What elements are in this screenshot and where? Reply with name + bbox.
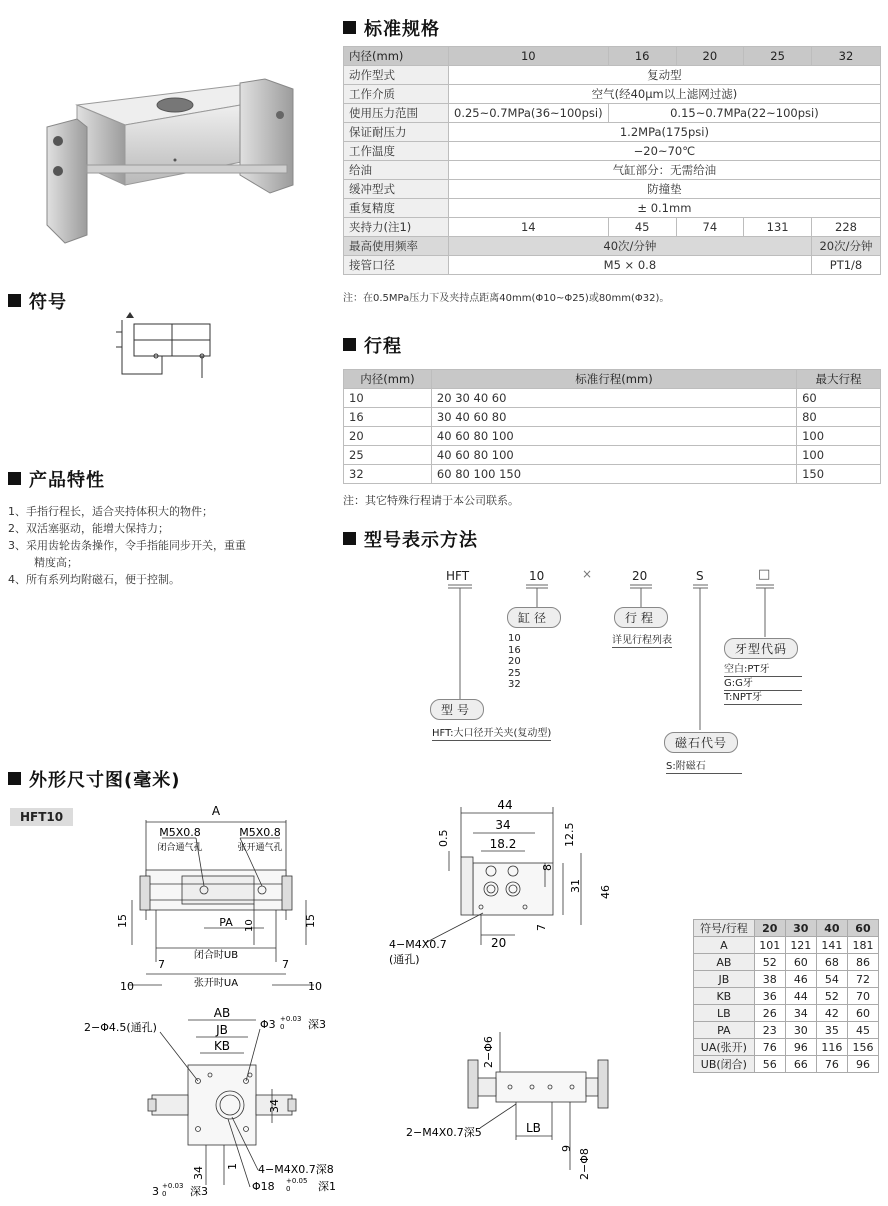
table-row: 10 20 30 40 60 60 xyxy=(344,389,881,408)
feature-item: 3、采用齿轮齿条操作，令手指能同步开关，重重 xyxy=(8,539,246,552)
table-row: 动作型式 复动型 xyxy=(344,66,881,85)
table-row: 工作介质 空气(经40μm以上滤网过滤) xyxy=(344,85,881,104)
dim-2phi6: 2−Φ6 xyxy=(482,1036,495,1068)
square-bullet-icon xyxy=(343,532,356,545)
dim-UB: 闭合时UB xyxy=(193,950,239,961)
dim-top-thread: 2−M4X0.7深5 xyxy=(406,1126,482,1139)
stroke-desc: 详见行程列表 xyxy=(612,631,672,648)
dim-KB: KB xyxy=(213,1039,231,1053)
dim-bore-tol: +0.05 xyxy=(286,1177,308,1185)
dim-port1: M5X0.8 xyxy=(159,826,201,839)
spec-table xyxy=(343,46,881,275)
bore-tag: 缸径 xyxy=(507,607,561,628)
dim-2phi8: 2−Φ8 xyxy=(578,1148,591,1180)
dim-31: 31 xyxy=(569,879,582,893)
dim-7: 7 xyxy=(535,924,548,931)
stroke-title: 行程 xyxy=(343,332,402,358)
dim-34-bottom: 34 xyxy=(192,1166,205,1180)
stroke-note: 注：其它特殊行程请于本公司联系。 xyxy=(343,494,519,507)
dim-port1-desc: 闭合通气孔 xyxy=(157,843,203,853)
dimensions-title: 外形尺寸图(毫米) xyxy=(8,766,180,792)
dim-8: 8 xyxy=(541,864,554,871)
square-bullet-icon xyxy=(8,472,21,485)
dim-LB: LB xyxy=(526,1121,541,1135)
dim-15-right: 15 xyxy=(304,914,317,928)
dim-pin-tol: +0.03 xyxy=(280,1015,302,1023)
table-row: UB(闭合) 56 66 76 96 xyxy=(694,1056,879,1073)
dim-bore-tol0: 0 xyxy=(286,1185,291,1193)
table-row: UA(张开) 76 96 116 156 xyxy=(694,1039,879,1056)
dim-pin2: 3 xyxy=(152,1185,159,1198)
feature-item: 1、手指行程长，适合夹持体积大的物件； xyxy=(8,505,213,518)
dim-1: 1 xyxy=(226,1163,239,1170)
dim-18-2: 18.2 xyxy=(489,837,517,851)
model-part-magnet: S xyxy=(696,569,704,583)
dim-15-left: 15 xyxy=(116,914,129,928)
square-bullet-icon xyxy=(343,338,356,351)
dim-port2-desc: 张开通气孔 xyxy=(237,843,283,853)
bottom-view-drawing xyxy=(80,1005,380,1205)
dim-port2: M5X0.8 xyxy=(239,826,281,839)
feature-item: 4、所有系列均附磁石，便于控制。 xyxy=(8,573,180,586)
model-title: 型号表示方法 xyxy=(343,526,478,552)
features-title: 产品特性 xyxy=(8,466,105,492)
dim-thread: 4−M4X0.7深8 xyxy=(258,1163,334,1176)
table-row: 16 30 40 60 80 80 xyxy=(344,408,881,427)
front-view-drawing xyxy=(100,800,340,1000)
table-header: 内径(mm) 10 16 20 25 32 xyxy=(344,47,881,66)
dim-A: A xyxy=(211,804,221,818)
spec-note: 注：在0.5MPa压力下及夹持点距离40mm(Φ10~Φ25)或80mm(Φ32)。 xyxy=(343,293,670,304)
square-bullet-icon xyxy=(8,294,21,307)
dim-side-thread: 4−M4X0.7 xyxy=(389,938,447,951)
table-row: 20 40 60 80 100 100 xyxy=(344,427,881,446)
dim-pin: Φ3 xyxy=(260,1018,276,1031)
table-row: 接管口径 M5 × 0.8 PT1/8 xyxy=(344,256,881,275)
dim-pin-tol0: 0 xyxy=(280,1023,285,1031)
top-view-drawing xyxy=(400,1020,630,1190)
dim-AB: AB xyxy=(213,1006,231,1020)
dim-34-right: 34 xyxy=(268,1099,281,1113)
dim-12-5: 12.5 xyxy=(563,822,576,847)
table-row: LB 26 34 42 60 xyxy=(694,1005,879,1022)
dim-10-right: 10 xyxy=(308,980,322,993)
dim-20: 20 xyxy=(491,936,507,950)
spec-title: 标准规格 xyxy=(343,15,440,41)
dim-bore-depth: 深1 xyxy=(318,1180,336,1193)
bore-values: 10 16 20 25 32 xyxy=(508,633,521,690)
dim-10-left: 10 xyxy=(120,980,134,993)
table-row: 25 40 60 80 100 100 xyxy=(344,446,881,465)
table-row: 使用压力范围 0.25~0.7MPa(36~100psi) 0.15~0.7MPa(22~100psi) xyxy=(344,104,881,123)
dim-UA: 张开时UA xyxy=(193,978,239,989)
table-row: 最高使用频率 40次/分钟 20次/分钟 xyxy=(344,237,881,256)
dim-pin-depth: 深3 xyxy=(308,1018,326,1031)
dim-side-thread-desc: (通孔) xyxy=(389,953,420,966)
dim-JB: JB xyxy=(216,1023,228,1037)
dim-0-5: 0.5 xyxy=(437,829,450,847)
product-image xyxy=(25,75,315,255)
dim-7-right: 7 xyxy=(282,958,289,971)
dim-pin2-tol0: 0 xyxy=(162,1190,167,1198)
thread-options: 空白:PT牙 G:G牙 T:NPT牙 xyxy=(724,663,802,705)
table-row: 32 60 80 100 150 150 xyxy=(344,465,881,484)
feature-item: 2、双活塞驱动，能增大保持力； xyxy=(8,522,169,535)
model-part-stroke: 20 xyxy=(632,569,648,583)
square-bullet-icon xyxy=(8,772,21,785)
dim-9: 9 xyxy=(560,1145,573,1152)
model-part-times: × xyxy=(582,567,593,581)
table-header: 内径(mm) 标准行程(mm) 最大行程 xyxy=(344,370,881,389)
dim-46: 46 xyxy=(599,885,612,899)
table-row: PA 23 30 35 45 xyxy=(694,1022,879,1039)
table-row: 给油 气缸部分：无需给油 xyxy=(344,161,881,180)
model-part-bore: 10 xyxy=(529,569,545,583)
magnet-desc: S:附磁石 xyxy=(666,757,742,774)
dim-pin2-tol: +0.03 xyxy=(162,1182,184,1190)
dim-pin2-depth: 深3 xyxy=(190,1185,208,1198)
table-row: 缓冲型式 防撞垫 xyxy=(344,180,881,199)
dim-bore: Φ18 xyxy=(252,1180,275,1193)
table-row: 夹持力(注1) 14 45 74 131 228 xyxy=(344,218,881,237)
thread-tag: 牙型代码 xyxy=(724,638,798,659)
type-desc: HFT:大口径开关夹(复动型) xyxy=(432,724,551,741)
dim-10-mid: 10 xyxy=(244,919,255,932)
table-header: 符号/行程 20 30 40 60 xyxy=(694,920,879,937)
dim-7-left: 7 xyxy=(158,958,165,971)
dim-34: 34 xyxy=(495,818,511,832)
dim-44: 44 xyxy=(497,798,513,812)
table-row: KB 36 44 52 70 xyxy=(694,988,879,1005)
model-label: HFT10 xyxy=(10,808,73,826)
pneumatic-symbol xyxy=(110,312,220,387)
table-row: AB 52 60 68 86 xyxy=(694,954,879,971)
type-tag: 型号 xyxy=(430,699,484,720)
feature-list xyxy=(8,503,308,588)
symbol-title: 符号 xyxy=(8,288,67,314)
table-row: 保证耐压力 1.2MPa(175psi) xyxy=(344,123,881,142)
table-row: 重复精度 ± 0.1mm xyxy=(344,199,881,218)
dim-PA: PA xyxy=(219,916,233,929)
dim-hole: 2−Φ4.5(通孔) xyxy=(84,1021,157,1034)
square-bullet-icon xyxy=(343,21,356,34)
stroke-table xyxy=(343,369,881,484)
side-view-drawing xyxy=(385,795,625,975)
table-row: A 101 121 141 181 xyxy=(694,937,879,954)
feature-item: 精度高； xyxy=(34,556,78,569)
table-row: 工作温度 −20~70℃ xyxy=(344,142,881,161)
dimension-table xyxy=(693,919,879,1073)
table-row: JB 38 46 54 72 xyxy=(694,971,879,988)
model-part-series: HFT xyxy=(446,569,470,583)
stroke-tag: 行程 xyxy=(614,607,668,628)
model-part-thread: □ xyxy=(758,567,771,582)
magnet-tag: 磁石代号 xyxy=(664,732,738,753)
